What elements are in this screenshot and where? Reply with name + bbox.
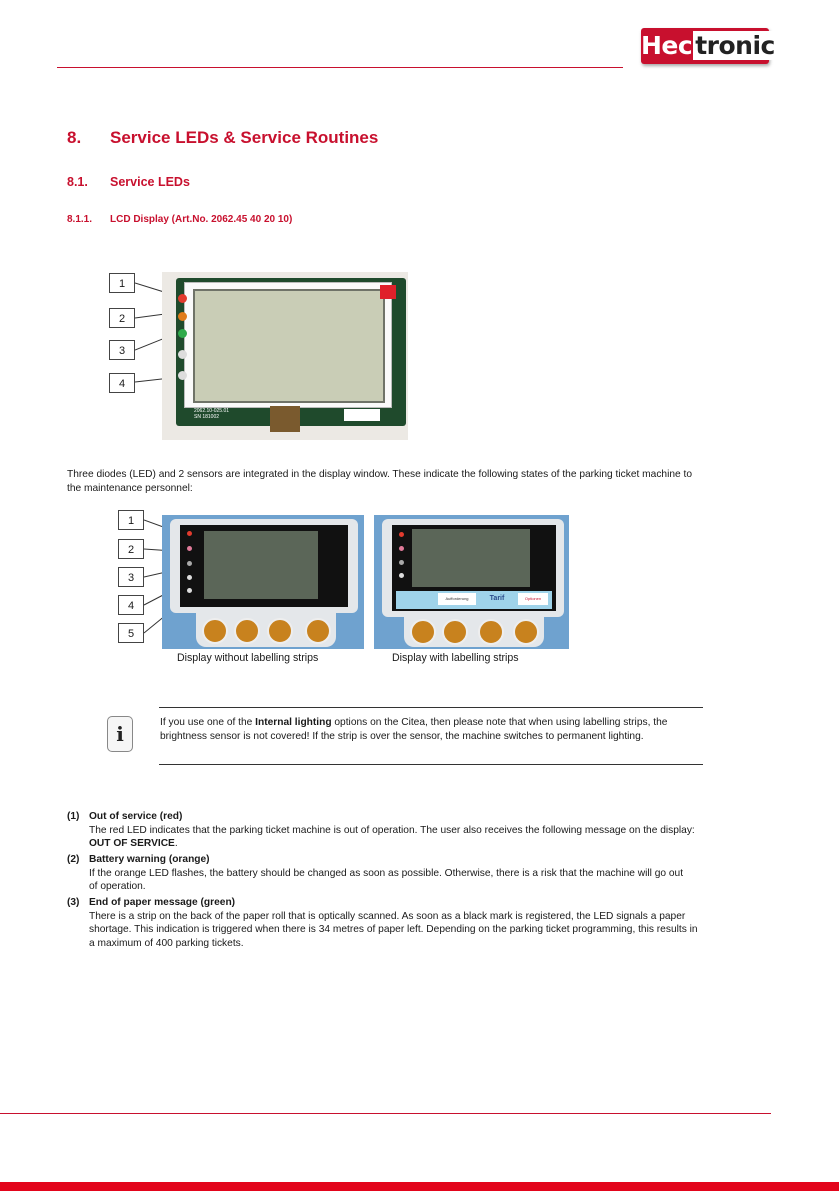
barcode-label (344, 409, 380, 421)
key-3 (267, 618, 293, 644)
note-bottom-rule (159, 764, 703, 765)
callout-leader-lines-1 (135, 270, 165, 390)
heading-8-1-1-title: LCD Display (Art.No. 2062.45 40 20 10) (110, 214, 293, 225)
heading-8-1-title: Service LEDs (110, 175, 190, 189)
callout-4: 4 (118, 595, 144, 615)
orange-led (178, 312, 187, 321)
display-window (180, 525, 348, 607)
sensor-2 (178, 371, 187, 380)
sensor-1 (399, 573, 404, 578)
sensor-1 (178, 350, 187, 359)
heading-8-title: Service LEDs & Service Routines (110, 128, 379, 147)
list-item-out-of-service: (1) Out of service (red) The red LED indicates that the parking ticket machine is out of operation. The user also receives the following message on the display: OUT OF SERVICE. (67, 811, 695, 850)
pcb-label: 2062.10-025.01 SN 181002 (194, 408, 230, 420)
callout-5: 5 (118, 623, 144, 643)
callout-2: 2 (109, 308, 135, 328)
green-led (187, 561, 192, 566)
heading-8-number: 8. (67, 128, 82, 147)
key-4 (513, 619, 539, 645)
callout-2: 2 (118, 539, 144, 559)
key-1 (410, 619, 436, 645)
green-led (178, 329, 187, 338)
callout-1: 1 (109, 273, 135, 293)
lcd-screen (204, 531, 318, 599)
caption-with-strips: Display with labelling strips (392, 652, 519, 664)
footer-bar (0, 1182, 839, 1191)
display-photo-with-strips (374, 515, 569, 649)
header-rule (57, 67, 623, 68)
key-1 (202, 618, 228, 644)
green-led (399, 560, 404, 565)
lcd-frame (184, 282, 392, 408)
red-led (187, 531, 192, 536)
callout-3: 3 (118, 567, 144, 587)
sensor-2 (187, 588, 192, 593)
strip-label-center: Tarif (489, 595, 505, 602)
lcd-board-photo (162, 272, 408, 440)
key-4 (305, 618, 331, 644)
ribbon-connector (270, 406, 300, 432)
red-tab (380, 285, 396, 299)
footer-rule (0, 1113, 771, 1114)
callout-3: 3 (109, 340, 135, 360)
display-photo-without-strips (162, 515, 364, 649)
note-top-rule (159, 707, 703, 708)
red-led (399, 532, 404, 537)
intro-paragraph: Three diodes (LED) and 2 sensors are integrated in the display window. These indicate the following states of the parking ticket machine to the maintenance personnel: (67, 469, 692, 494)
key-2 (442, 619, 468, 645)
key-2 (234, 618, 260, 644)
orange-led (187, 546, 192, 551)
note-text: If you use one of the Internal lighting options on the Citea, then please note that when using labelling strips, the brightness sensor is not covered! If the strip is over the sensor, the machine switches to permanent lighting. (160, 717, 668, 742)
lcd-screen (193, 289, 385, 403)
key-3 (478, 619, 504, 645)
list-item-battery-warning: (2) Battery warning (orange) If the orange LED flashes, the battery should be changed as soon as possible. Otherwise, there is a risk that the machine will go out of operation. (67, 854, 684, 893)
red-led (178, 294, 187, 303)
strip-label-left: Aufforderung (438, 593, 476, 605)
caption-without-strips: Display without labelling strips (177, 652, 319, 664)
orange-led (399, 546, 404, 551)
list-item-end-of-paper: (3) End of paper message (green) There is a strip on the back of the paper roll that is optically scanned. As soon as a black mark is registered, the LED signals a paper shortage. This indication is triggered when there is 34 metres of paper left. Depending on the parking ticket programming, this results in a maximum of 400 parking tickets. (67, 897, 698, 949)
callout-1: 1 (118, 510, 144, 530)
heading-8-1-number: 8.1. (67, 175, 88, 189)
heading-8-1-1-number: 8.1.1. (67, 214, 93, 225)
lcd-screen (412, 529, 530, 587)
info-icon: i (107, 716, 133, 752)
strip-label-right: Optionen (518, 593, 548, 605)
hectronic-logo: Hec tronic (641, 28, 769, 64)
sensor-1 (187, 575, 192, 580)
callout-4: 4 (109, 373, 135, 393)
